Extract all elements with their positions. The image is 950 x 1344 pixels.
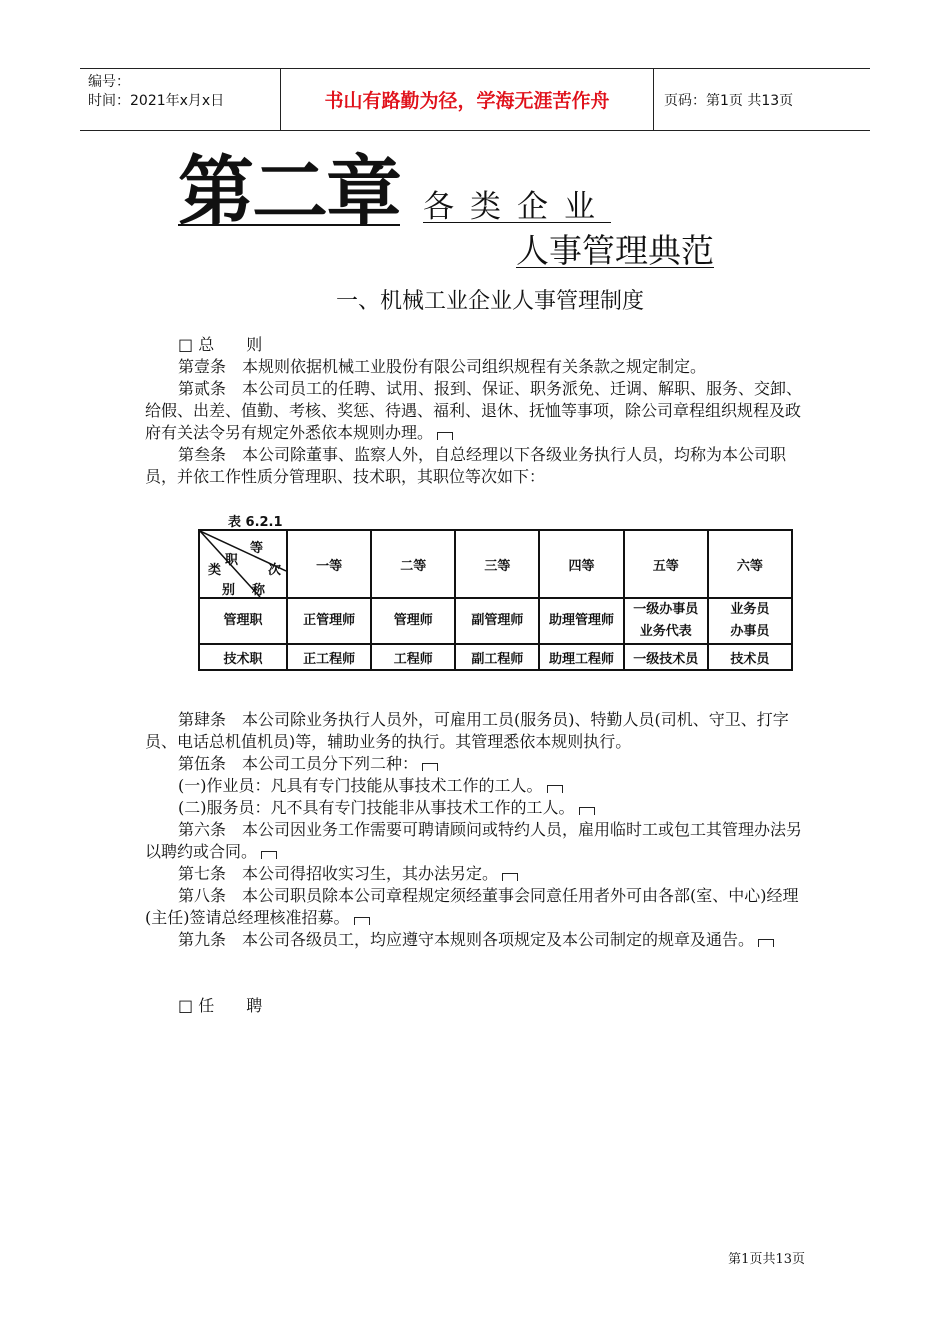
table-caption: 表 6.2.1 bbox=[228, 515, 283, 530]
article-1: 第壹条 本规则依据机械工业股份有限公司组织规程有关条款之规定制定。 bbox=[178, 357, 707, 376]
column-header: 六等 bbox=[708, 530, 792, 598]
table-header-row bbox=[199, 530, 792, 598]
article-8 bbox=[145, 885, 811, 929]
row-label: 管理职 bbox=[199, 598, 287, 644]
article-3: 第叁条 本公司除董事、监察人外，自总经理以下各级业务执行人员，均称为本公司职员，并依工作性质分管理职、技术职，其职位等次如下： bbox=[145, 445, 787, 486]
chapter-number: 第二章 bbox=[178, 147, 400, 236]
articles-block bbox=[145, 709, 811, 951]
column-header: 二等 bbox=[371, 530, 455, 598]
table-cell: 副工程师 bbox=[455, 644, 539, 670]
chapter-subtitle-1-text: 各类企业 bbox=[423, 189, 611, 225]
column-header: 三等 bbox=[455, 530, 539, 598]
article-4: 第肆条 本公司除业务执行人员外，可雇用工员(服务员)、特勤人员(司机、守卫、打字员、电话总机值机员)等，辅助业务的执行。其管理悉依本规则执行。 bbox=[145, 710, 789, 751]
table-row bbox=[199, 644, 792, 670]
table-cell: 技术员 bbox=[708, 644, 792, 670]
cell-line: 业务代表 bbox=[639, 624, 692, 639]
corner-label-cheng: 称 bbox=[252, 583, 266, 598]
column-header: 五等 bbox=[624, 530, 708, 598]
document-number-label: 编号： bbox=[88, 74, 130, 90]
row-label: 技术职 bbox=[199, 644, 287, 670]
corner-label-zhi: 职 bbox=[225, 553, 239, 568]
table-cell: 助理工程师 bbox=[539, 644, 623, 670]
paragraph-mark-icon bbox=[422, 763, 438, 771]
heading-hiring: □ 任 聘 bbox=[178, 996, 263, 1015]
article-2-text: 第贰条 本公司员工的任聘、试用、报到、保证、职务派免、迁调、解职、服务、交卸、给假、出差、值勤、考核、奖惩、待遇、福利、退休、抚恤等事项，除公司章程组织规程及政府有关法令另有规定外悉依本规则办理。 bbox=[145, 379, 803, 442]
article-7-text: 第七条 本公司得招收实习生，其办法另定。 bbox=[178, 864, 499, 883]
article-6 bbox=[145, 819, 811, 863]
table-cell: 正管理师 bbox=[287, 598, 371, 644]
table-cell: 助理管理师 bbox=[539, 598, 623, 644]
page-footer: 第1页共13页 bbox=[728, 1252, 805, 1267]
hiring-heading-block bbox=[145, 995, 811, 1017]
corner-label-deng: 等 bbox=[250, 541, 264, 556]
article-5-item-2-text: (二)服务员：凡不具有专门技能非从事技术工作的工人。 bbox=[178, 798, 575, 817]
article-5-text: 第伍条 本公司工员分下列二种： bbox=[178, 754, 419, 773]
column-header: 四等 bbox=[539, 530, 623, 598]
corner-label-bie: 别 bbox=[222, 583, 236, 598]
table-cell bbox=[624, 598, 708, 644]
header-motto: 书山有路勤为径，学海无涯苦作舟 bbox=[281, 69, 654, 130]
cell-line: 业务员 bbox=[730, 602, 770, 617]
table-cell: 管理师 bbox=[371, 598, 455, 644]
article-9-text: 第九条 本公司各级员工，均应遵守本规则各项规定及本公司制定的规章及通告。 bbox=[178, 930, 755, 949]
table-corner-cell bbox=[199, 530, 287, 598]
chapter-subtitle-2: 人事管理典范 bbox=[516, 231, 714, 270]
header-meta bbox=[80, 69, 281, 130]
paragraph-mark-icon bbox=[261, 851, 277, 859]
article-2 bbox=[145, 378, 811, 444]
column-header: 一等 bbox=[287, 530, 371, 598]
document-time-label: 时间：2021年x月x日 bbox=[88, 93, 225, 109]
article-5-item-1 bbox=[145, 775, 811, 797]
paragraph-mark-icon bbox=[758, 939, 774, 947]
header-page-label: 页码：第1页 共13页 bbox=[664, 92, 794, 109]
chapter-subtitle-1 bbox=[423, 187, 611, 227]
corner-label-lei: 类 bbox=[208, 563, 222, 578]
cell-line: 办事员 bbox=[730, 624, 770, 639]
paragraph-mark-icon bbox=[579, 807, 595, 815]
article-9 bbox=[145, 929, 811, 951]
corner-label-ci: 次 bbox=[268, 563, 282, 578]
table-row bbox=[199, 598, 792, 644]
paragraph-mark-icon bbox=[547, 785, 563, 793]
page-header bbox=[80, 68, 870, 131]
paragraph-mark-icon bbox=[354, 917, 370, 925]
position-grade-table bbox=[198, 529, 793, 671]
heading-general: □ 总 则 bbox=[178, 335, 263, 354]
cell-line: 一级办事员 bbox=[633, 602, 699, 617]
paragraph-mark-icon bbox=[502, 873, 518, 881]
table-cell bbox=[708, 598, 792, 644]
table-cell: 工程师 bbox=[371, 644, 455, 670]
table-cell: 一级技术员 bbox=[624, 644, 708, 670]
table-cell: 正工程师 bbox=[287, 644, 371, 670]
article-5-item-2 bbox=[145, 797, 811, 819]
article-7 bbox=[145, 863, 811, 885]
general-provisions-block bbox=[145, 334, 811, 488]
paragraph-mark-icon bbox=[437, 432, 453, 440]
article-8-text: 第八条 本公司职员除本公司章程规定须经董事会同意任用者外可由各部(室、中心)经理(主任)签请总经理核准招募。 bbox=[145, 886, 799, 927]
article-5-item-1-text: (一)作业员：凡具有专门技能从事技术工作的工人。 bbox=[178, 776, 543, 795]
article-6-text: 第六条 本公司因业务工作需要可聘请顾问或特约人员，雇用临时工或包工其管理办法另以聘约或合同。 bbox=[145, 820, 803, 861]
section-title: 一、机械工业企业人事管理制度 bbox=[335, 289, 644, 314]
article-5 bbox=[145, 753, 811, 775]
table-cell: 副管理师 bbox=[455, 598, 539, 644]
